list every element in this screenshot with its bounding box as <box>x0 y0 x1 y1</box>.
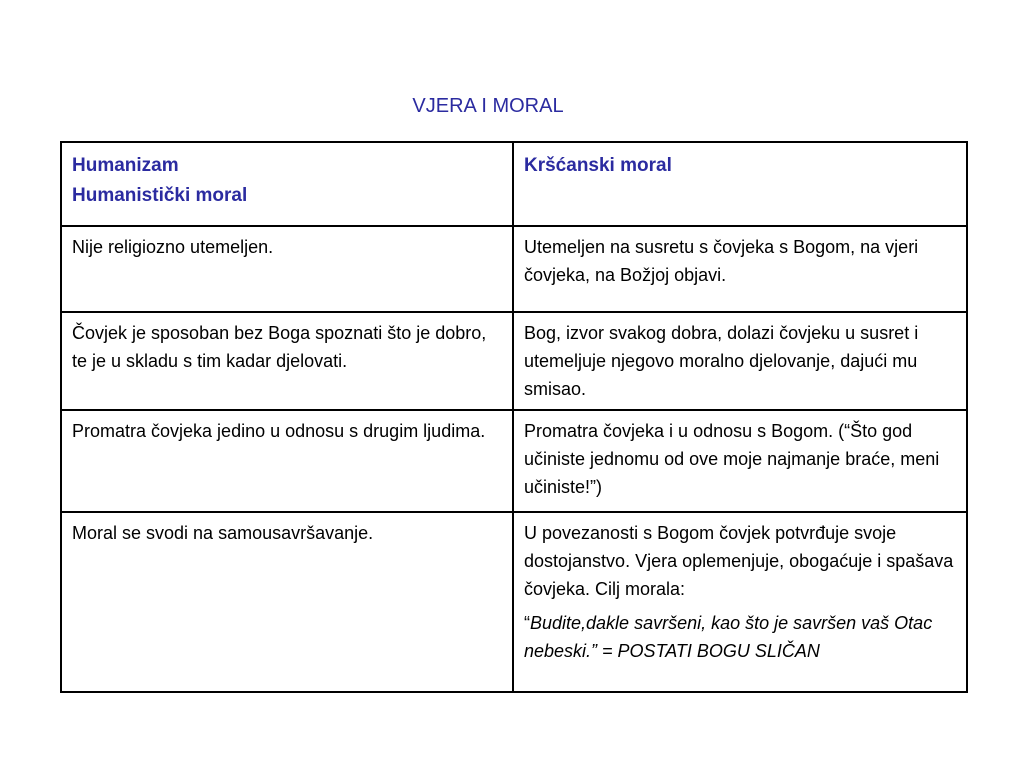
humanism-cell: Promatra čovjeka jedino u odnosu s drugim ljudima. <box>61 410 513 512</box>
header-christian-cell <box>513 142 967 226</box>
christian-cell <box>513 512 967 692</box>
table-row <box>61 312 967 410</box>
humanism-cell: Nije religiozno utemeljen. <box>61 226 513 312</box>
table-row <box>61 512 967 692</box>
header-humanism-title: Humanizam <box>72 155 179 176</box>
header-humanism-subtitle: Humanistički moral <box>72 185 248 206</box>
christian-cell: Utemeljen na susretu s čovjeka s Bogom, na vjeri čovjeka, na Božjoj objavi. <box>513 226 967 312</box>
table-row <box>61 410 967 512</box>
page-title: VJERA I MORAL <box>412 95 564 117</box>
humanism-cell: Moral se svodi na samousavršavanje. <box>61 512 513 692</box>
comparison-table <box>60 141 968 693</box>
christian-text: U povezanosti s Bogom čovjek potvrđuje svoje dostojanstvo. Vjera oplemenjuje, obogaćuje i spašava čovjeka. Cilj morala: <box>524 523 954 599</box>
christian-cell: Bog, izvor svakog dobra, dolazi čovjeku u susret i utemeljuje njegovo moralno djelovanje, dajući mu smisao. <box>513 312 967 410</box>
bible-quote <box>524 609 956 665</box>
humanism-cell: Čovjek je sposoban bez Boga spoznati što je dobro, te je u skladu s tim kadar djelovati. <box>61 312 513 410</box>
quote-mark: “ <box>524 613 530 633</box>
quote-text: Budite,dakle savršeni, kao što je savršen vaš Otac nebeski.” = POSTATI BOGU SLIČAN <box>524 613 933 661</box>
table-row <box>61 226 967 312</box>
table-header-row <box>61 142 967 226</box>
christian-cell: Promatra čovjeka i u odnosu s Bogom. (“Što god učiniste jednomu od ove moje najmanje braće, meni učiniste!”) <box>513 410 967 512</box>
header-christian-title: Kršćanski moral <box>524 155 672 176</box>
header-humanism-cell <box>61 142 513 226</box>
